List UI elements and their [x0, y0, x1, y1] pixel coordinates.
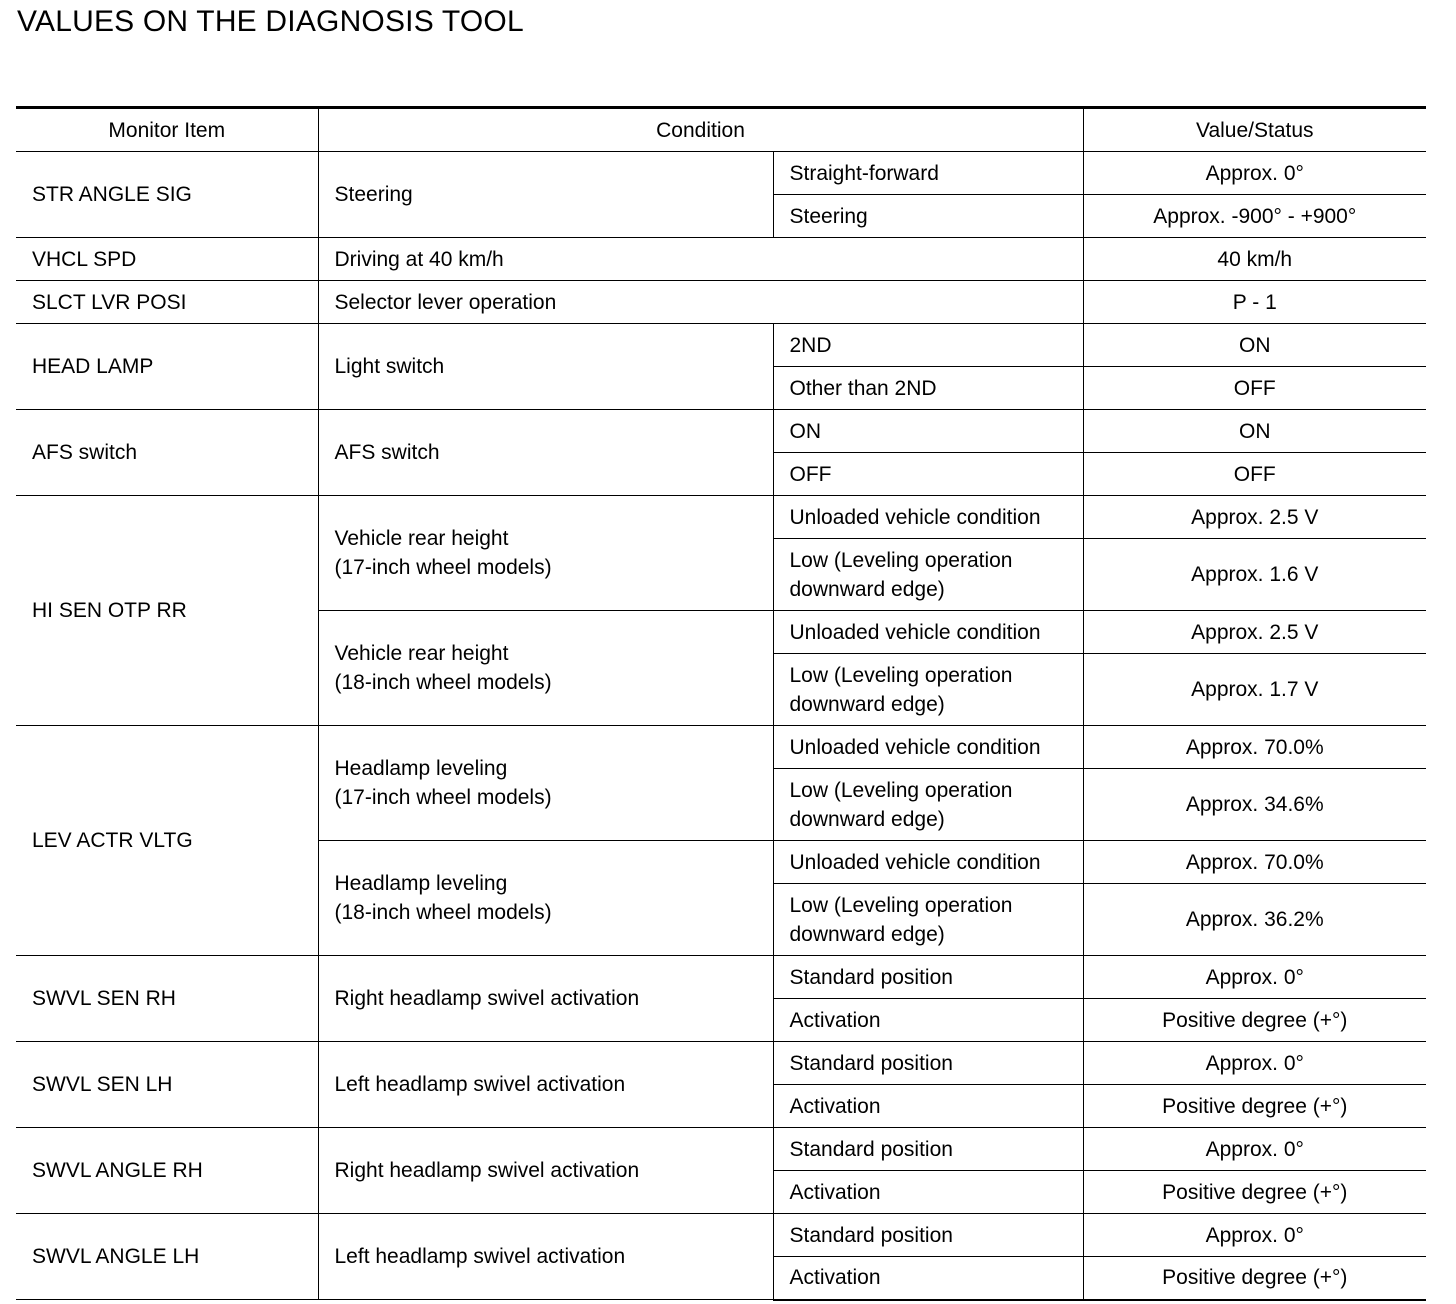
table-body — [16, 152, 1426, 1300]
table-row — [16, 410, 1426, 453]
sub-condition-line: Low (Leveling operation — [789, 778, 1013, 802]
table-row — [16, 152, 1426, 195]
value-cell: 40 km/h — [1083, 238, 1426, 281]
value-cell: Approx. -900° - +900° — [1083, 195, 1426, 238]
sub-condition-cell: Unloaded vehicle condition — [773, 726, 1083, 769]
monitor-item-cell: SWVL ANGLE RH — [16, 1128, 318, 1214]
value-cell: Positive degree (+°) — [1083, 1171, 1426, 1214]
condition-cell — [318, 841, 773, 956]
value-cell: Approx. 1.6 V — [1083, 539, 1426, 611]
sub-condition-cell: Unloaded vehicle condition — [773, 496, 1083, 539]
condition-cell — [318, 611, 773, 726]
value-cell: Approx. 0° — [1083, 152, 1426, 195]
sub-condition-cell: OFF — [773, 453, 1083, 496]
value-cell: Approx. 0° — [1083, 1042, 1426, 1085]
condition-cell — [318, 726, 773, 841]
sub-condition-line: Low (Leveling operation — [789, 548, 1013, 572]
value-cell: P - 1 — [1083, 281, 1426, 324]
condition-line: (18-inch wheel models) — [334, 901, 552, 924]
value-cell: Approx. 0° — [1083, 1128, 1426, 1171]
condition-cell — [318, 496, 773, 611]
table-row — [16, 324, 1426, 367]
table-row — [16, 1214, 1426, 1257]
condition-line: Vehicle rear height — [334, 642, 509, 665]
monitor-item-cell: SWVL SEN RH — [16, 956, 318, 1042]
sub-condition-line: Low (Leveling operation — [789, 893, 1013, 917]
condition-cell: Driving at 40 km/h — [318, 238, 1083, 281]
sub-condition-cell: Other than 2ND — [773, 367, 1083, 410]
table-row — [16, 238, 1426, 281]
condition-cell: Left headlamp swivel activation — [318, 1042, 773, 1128]
sub-condition-cell: Activation — [773, 1257, 1083, 1300]
value-cell: Approx. 0° — [1083, 1214, 1426, 1257]
monitor-item-cell: HEAD LAMP — [16, 324, 318, 410]
sub-condition-cell: 2ND — [773, 324, 1083, 367]
condition-line: (18-inch wheel models) — [334, 671, 552, 694]
value-cell: Approx. 2.5 V — [1083, 496, 1426, 539]
table-header — [16, 108, 1426, 152]
sub-condition-cell: Standard position — [773, 1128, 1083, 1171]
value-cell: ON — [1083, 410, 1426, 453]
value-cell: OFF — [1083, 367, 1426, 410]
sub-condition-cell: Standard position — [773, 1042, 1083, 1085]
sub-condition-cell: Activation — [773, 1171, 1083, 1214]
sub-condition-cell: Unloaded vehicle condition — [773, 841, 1083, 884]
table-row — [16, 956, 1426, 999]
value-cell: Positive degree (+°) — [1083, 999, 1426, 1042]
monitor-item-cell: SWVL ANGLE LH — [16, 1214, 318, 1300]
table-row — [16, 726, 1426, 769]
sub-condition-line: downward edge) — [789, 922, 945, 946]
value-cell: Positive degree (+°) — [1083, 1257, 1426, 1300]
sub-condition-cell: Activation — [773, 1085, 1083, 1128]
table-row — [16, 496, 1426, 539]
sub-condition-cell: Standard position — [773, 956, 1083, 999]
sub-condition-cell: Standard position — [773, 1214, 1083, 1257]
condition-cell: Light switch — [318, 324, 773, 410]
sub-condition-line: downward edge) — [789, 807, 945, 831]
sub-condition-cell — [773, 884, 1083, 956]
condition-line: (17-inch wheel models) — [334, 786, 552, 809]
sub-condition-cell — [773, 769, 1083, 841]
value-cell: Approx. 70.0% — [1083, 841, 1426, 884]
sub-condition-cell: ON — [773, 410, 1083, 453]
value-cell: OFF — [1083, 453, 1426, 496]
header-row — [16, 108, 1426, 152]
condition-line: Headlamp leveling — [334, 872, 508, 895]
table-row — [16, 1128, 1426, 1171]
header-monitor-item: Monitor Item — [16, 108, 318, 152]
sub-condition-cell: Steering — [773, 195, 1083, 238]
value-cell: Approx. 34.6% — [1083, 769, 1426, 841]
condition-line: (17-inch wheel models) — [334, 556, 552, 579]
condition-line: Vehicle rear height — [334, 527, 509, 550]
monitor-item-cell: VHCL SPD — [16, 238, 318, 281]
condition-cell: Steering — [318, 152, 773, 238]
table-row — [16, 281, 1426, 324]
value-cell: Approx. 2.5 V — [1083, 611, 1426, 654]
header-value-status: Value/Status — [1083, 108, 1426, 152]
value-cell: Positive degree (+°) — [1083, 1085, 1426, 1128]
monitor-item-cell: HI SEN OTP RR — [16, 496, 318, 726]
sub-condition-line: downward edge) — [789, 692, 945, 716]
condition-cell: Selector lever operation — [318, 281, 1083, 324]
sub-condition-cell: Activation — [773, 999, 1083, 1042]
monitor-item-cell: STR ANGLE SIG — [16, 152, 318, 238]
sub-condition-cell: Straight-forward — [773, 152, 1083, 195]
sub-condition-cell — [773, 539, 1083, 611]
monitor-item-cell: SWVL SEN LH — [16, 1042, 318, 1128]
value-cell: Approx. 0° — [1083, 956, 1426, 999]
value-cell: ON — [1083, 324, 1426, 367]
page-title: VALUES ON THE DIAGNOSIS TOOL — [17, 5, 524, 38]
header-condition: Condition — [318, 108, 1083, 152]
condition-cell: AFS switch — [318, 410, 773, 496]
diagnosis-values-table — [16, 106, 1426, 1301]
condition-line: Headlamp leveling — [334, 757, 508, 780]
monitor-item-cell: SLCT LVR POSI — [16, 281, 318, 324]
table-row — [16, 1042, 1426, 1085]
sub-condition-cell — [773, 654, 1083, 726]
value-cell: Approx. 1.7 V — [1083, 654, 1426, 726]
condition-cell: Right headlamp swivel activation — [318, 1128, 773, 1214]
sub-condition-line: Low (Leveling operation — [789, 663, 1013, 687]
value-cell: Approx. 36.2% — [1083, 884, 1426, 956]
monitor-item-cell: AFS switch — [16, 410, 318, 496]
sub-condition-cell: Unloaded vehicle condition — [773, 611, 1083, 654]
value-cell: Approx. 70.0% — [1083, 726, 1426, 769]
monitor-item-cell: LEV ACTR VLTG — [16, 726, 318, 956]
condition-cell: Left headlamp swivel activation — [318, 1214, 773, 1300]
sub-condition-line: downward edge) — [789, 577, 945, 601]
condition-cell: Right headlamp swivel activation — [318, 956, 773, 1042]
